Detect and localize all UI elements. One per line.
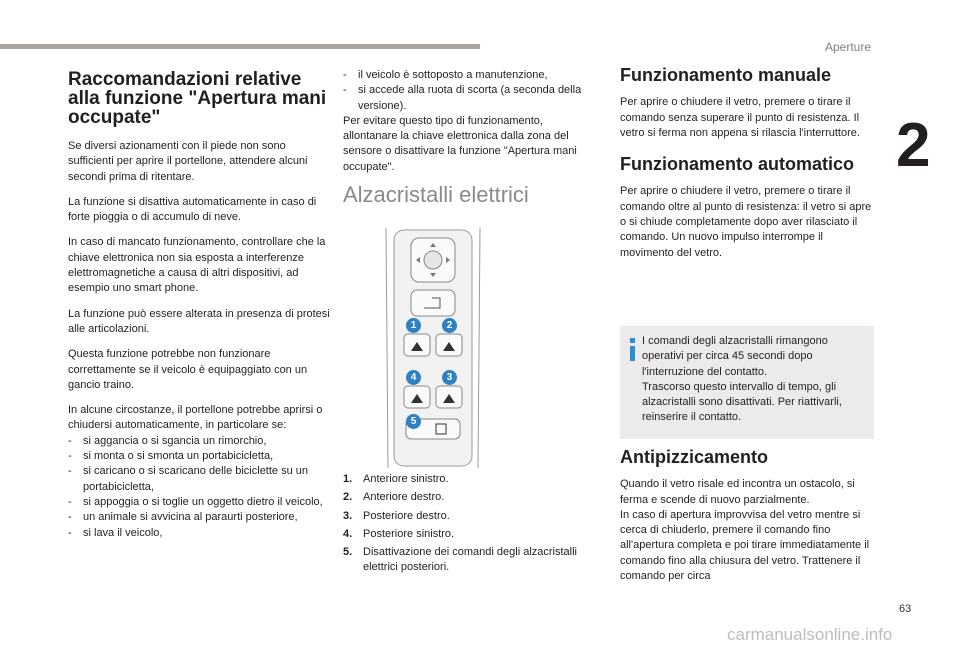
column-right-top xyxy=(620,65,878,271)
legend-list xyxy=(343,472,588,576)
info-box xyxy=(620,326,874,439)
legend-text: Posteriore sinistro. xyxy=(363,527,455,540)
legend-text: Anteriore destro. xyxy=(363,491,445,504)
paragraph: In caso di mancato funzionamento, controllare che la chiave elettronica non sia esposta a interferenze elettromagnetiche a causa di altri dispositivi, ad esempio uno smart phone. xyxy=(68,236,326,295)
list-item: - il veicolo è sottoposto a manutenzione, xyxy=(343,68,588,83)
list-item: - si appoggia o si toglie un oggetto dietro il veicolo, xyxy=(68,495,330,510)
heading-automatic: Funzionamento automatico xyxy=(620,154,854,175)
list-item: - si monta o si smonta un portabicicletta, xyxy=(68,449,330,464)
watermark: carmanualsonline.info xyxy=(727,625,893,644)
paragraph: La funzione può essere alterata in presenza di protesi alle articolazioni. xyxy=(68,307,330,335)
legend-item xyxy=(343,545,588,576)
paragraph: La funzione si disattiva automaticamente in caso di forte pioggia o di accumulo di neve. xyxy=(68,195,317,224)
callout-3 xyxy=(442,370,457,385)
legend-number: 5. xyxy=(343,546,353,559)
heading-hands-free: Raccomandazioni relative alla funzione "Apertura mani occupate" xyxy=(68,69,327,128)
list-item: - si caricano o si scaricano delle biciclette su un portabicicletta, xyxy=(68,464,330,495)
paragraph: Quando il vetro risale ed incontra un ostacolo, si ferma e scende di nuovo parzialmente. xyxy=(620,478,855,506)
legend-item xyxy=(343,509,588,524)
switch-panel-drawing xyxy=(380,228,486,468)
legend-number: 3. xyxy=(343,509,353,522)
paragraph: Per aprire o chiudere il vetro, premere o tirare il comando oltre al punto di resistenza: il vetro si apre o si chiude completamente dopo aver rilasciato il comando. Un nuovo impulso interrompe il movimento del vetro. xyxy=(620,185,872,259)
callout-5 xyxy=(406,414,421,429)
column-middle xyxy=(343,68,588,208)
conditions-list xyxy=(68,434,330,541)
legend-number: 4. xyxy=(343,527,353,540)
info-line: I comandi degli alzacristalli rimangono operativi per circa 45 secondi dopo l'interruzione del contatto. xyxy=(642,335,828,378)
paragraph: In alcune circostanze, il portellone potrebbe aprirsi o chiudersi automaticamente, in particolare se: xyxy=(68,404,323,432)
paragraph: Per evitare questo tipo di funzionamento, allontanare la chiave elettronica dalla zona del sensore o disattivare la funzione "Apertura mani occupate". xyxy=(343,114,577,173)
list-item: - si accede alla ruota di scorta (a seconda della versione). xyxy=(343,83,588,114)
callout-1 xyxy=(406,318,421,333)
callout-2 xyxy=(442,318,457,333)
legend-item xyxy=(343,527,588,542)
page-number: 63 xyxy=(899,603,912,615)
info-line: Trascorso questo intervallo di tempo, gli alzacristalli sono disattivati. Per riattivarli, reinserire il contatto. xyxy=(642,380,842,424)
info-icon xyxy=(628,338,637,361)
heading-anti-pinch: Antipizzicamento xyxy=(620,447,769,467)
list-item: - si lava il veicolo, xyxy=(68,526,330,541)
heading-power-windows: Alzacristalli elettrici xyxy=(343,182,529,208)
callout-label: 2 xyxy=(446,320,453,331)
header-bar xyxy=(0,44,480,49)
paragraph: Se diversi azionamenti con il piede non sono sufficienti per aprire il portellone, attendere alcuni secondi prima di ritentare. xyxy=(68,140,308,183)
list-item: - un animale si avvicina al paraurti posteriore, xyxy=(68,510,330,525)
callout-label: 4 xyxy=(410,372,417,383)
window-switch-panel-illustration xyxy=(380,228,486,468)
legend-text: Posteriore destro. xyxy=(363,509,450,522)
legend-text: Anteriore sinistro. xyxy=(363,473,449,485)
paragraph: Questa funzione potrebbe non funzionare correttamente se il veicolo è equipaggiato con un gancio traino. xyxy=(68,348,308,391)
paragraph: Per aprire o chiudere il vetro, premere o tirare il comando senza superare il punto di resistenza. Il vetro si ferma non appena si rilascia l'interruttore. xyxy=(620,96,860,139)
legend-item xyxy=(343,490,588,505)
callout-4 xyxy=(406,370,421,385)
paragraph: In caso di apertura improvvisa del vetro mentre si cerca di chiuderlo, premere il comando fino all'apertura completa e poi tirare immediatamente il comando fino alla chiusura del vetro. Trattenere il comando per circa xyxy=(620,508,870,583)
section-title: Aperture xyxy=(825,40,872,54)
list-item: - si aggancia o si sgancia un rimorchio, xyxy=(68,434,330,449)
info-text xyxy=(642,334,870,426)
legend-number: 1. xyxy=(343,473,353,485)
chapter-number: 2 xyxy=(896,111,931,180)
callout-label: 1 xyxy=(410,320,417,331)
conditions-list-cont xyxy=(343,68,588,114)
legend xyxy=(343,472,588,579)
callout-label: 3 xyxy=(446,372,453,383)
legend-number: 2. xyxy=(343,491,353,504)
callout-label: 5 xyxy=(410,416,417,427)
legend-item xyxy=(343,472,588,487)
column-right-bottom xyxy=(620,447,878,584)
column-left xyxy=(68,70,330,541)
legend-text: Disattivazione dei comandi degli alzacristalli elettrici posteriori. xyxy=(363,546,577,574)
heading-manual: Funzionamento manuale xyxy=(620,65,832,85)
